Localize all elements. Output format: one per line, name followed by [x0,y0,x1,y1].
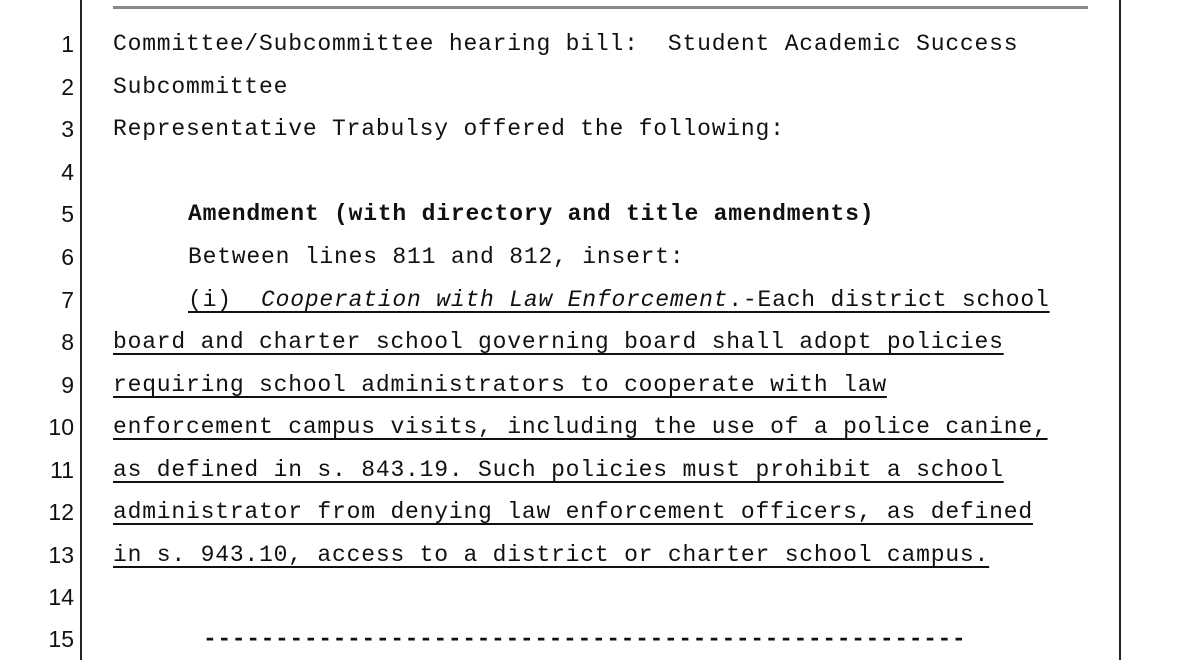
line-number: 7 [61,287,74,313]
separator-line: ----------------------------------------------------- [203,626,967,652]
line-2 [0,72,1200,114]
line-number: 2 [61,74,74,100]
line-number: 12 [48,499,74,525]
inserted-text-line: requiring school administrators to cooperate with law [113,372,887,398]
subsection-text: .-Each district school [728,287,1050,313]
line-number: 8 [61,329,74,355]
instruction: Between lines 811 and 812, insert: [188,244,685,270]
amendment-title: Amendment (with directory and title amendments) [188,201,875,227]
offered-by: Representative Trabulsy offered the following: [113,116,785,142]
line-number: 14 [48,584,74,610]
top-rule [113,6,1088,9]
line-10 [0,412,1200,454]
line-number: 1 [61,31,74,57]
line-number: 15 [48,626,74,652]
line-9 [0,370,1200,412]
line-7 [0,285,1200,327]
inserted-text-line: enforcement campus visits, including the use of a police canine, [113,414,1048,440]
line-number: 13 [48,542,74,568]
committee-continuation: Subcommittee [113,74,289,100]
line-12 [0,497,1200,539]
subsection-heading: Cooperation with Law Enforcement [261,287,729,313]
line-number: 3 [61,116,74,142]
inserted-text-line: as defined in s. 843.19. Such policies must prohibit a school [113,457,1004,483]
line-3 [0,114,1200,156]
inserted-text-line [188,285,1050,315]
inserted-text-line: in s. 943.10, access to a district or charter school campus. [113,542,990,568]
subsection-label: (i) [188,287,262,313]
line-8 [0,327,1200,369]
line-4 [0,157,1200,199]
committee-line: Committee/Subcommittee hearing bill: Student Academic Success [113,31,1019,57]
inserted-text-line: board and charter school governing board shall adopt policies [113,329,1004,355]
line-number: 5 [61,201,74,227]
inserted-text-line: administrator from denying law enforcement officers, as defined [113,499,1033,525]
line-number: 9 [61,372,74,398]
line-number: 10 [48,414,74,440]
line-11 [0,455,1200,497]
line-14 [0,582,1200,624]
line-number: 11 [50,457,74,483]
line-5 [0,199,1200,241]
line-1 [0,29,1200,71]
line-6 [0,242,1200,284]
line-13 [0,540,1200,582]
line-number: 4 [61,159,74,185]
line-number: 6 [61,244,74,270]
